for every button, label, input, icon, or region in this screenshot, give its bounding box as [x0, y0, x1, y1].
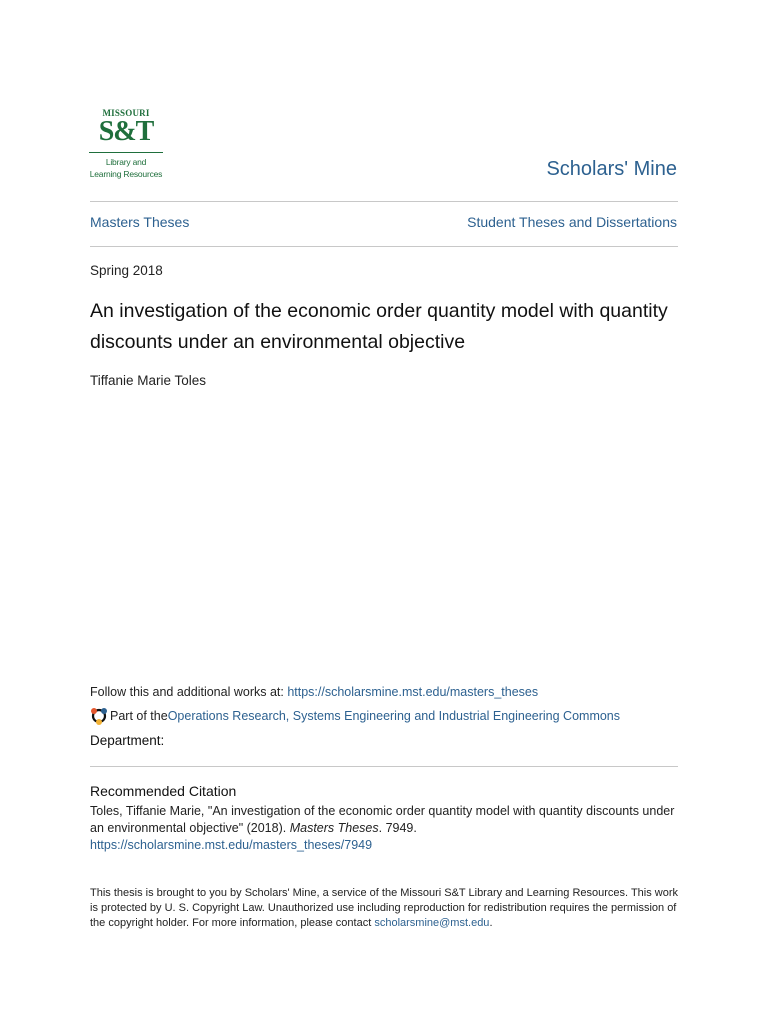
follow-line	[90, 685, 538, 699]
masters-theses-link[interactable]: Masters Theses	[90, 214, 190, 230]
copyright-notice	[90, 886, 680, 931]
part-of-line	[90, 707, 620, 725]
logo-line-1: Library and	[105, 157, 147, 167]
footer-end: .	[489, 917, 493, 929]
student-theses-link[interactable]: Student Theses and Dissertations	[467, 214, 677, 230]
follow-label: Follow this and additional works at:	[90, 685, 288, 699]
citation-journal: Masters Theses	[289, 821, 379, 835]
network-icon	[90, 707, 108, 725]
citation-text-1: Toles, Tiffanie Marie, "An investigation of the economic order quantity model with quantity discounts under an environmental objective" (2018).	[90, 804, 675, 835]
citation-text	[90, 803, 680, 837]
part-of-label: Part of the	[110, 709, 168, 723]
footer-text: This thesis is brought to you by Scholars' Mine, a service of the Missouri S&T Library and Learning Resources. This work is protected by U. S. Copyright Law. Unauthorized use including reproduction for redistribution requires the permission of the copyright holder. For more information, please contact	[90, 887, 679, 929]
logo-missouri-text: MISSOURI	[102, 108, 150, 118]
logo-rule	[89, 152, 163, 153]
logo-line-2: Learning Resources	[89, 169, 163, 179]
contact-email-link[interactable]: scholarsmine@mst.edu	[374, 917, 490, 929]
citation-heading: Recommended Citation	[90, 783, 237, 799]
department-label: Department:	[90, 733, 165, 748]
logo-st-text: S&T	[98, 116, 154, 147]
divider-citation	[90, 766, 678, 767]
author-name: Tiffanie Marie Toles	[90, 373, 207, 388]
scholars-mine-link[interactable]: Scholars' Mine	[546, 158, 677, 180]
divider-top	[90, 201, 678, 202]
commons-link[interactable]: Operations Research, Systems Engineering and Industrial Engineering Commons	[167, 709, 621, 723]
follow-link[interactable]: https://scholarsmine.mst.edu/masters_theses	[287, 685, 539, 699]
thesis-title: An investigation of the economic order quantity model with quantity discounts under an environmental objective	[90, 300, 668, 353]
citation-link[interactable]: https://scholarsmine.mst.edu/masters_theses/7949	[90, 838, 373, 852]
missouri-st-logo[interactable]	[89, 106, 165, 184]
divider-nav	[90, 246, 678, 247]
publication-date: Spring 2018	[90, 263, 163, 278]
citation-text-2: . 7949.	[378, 821, 417, 835]
